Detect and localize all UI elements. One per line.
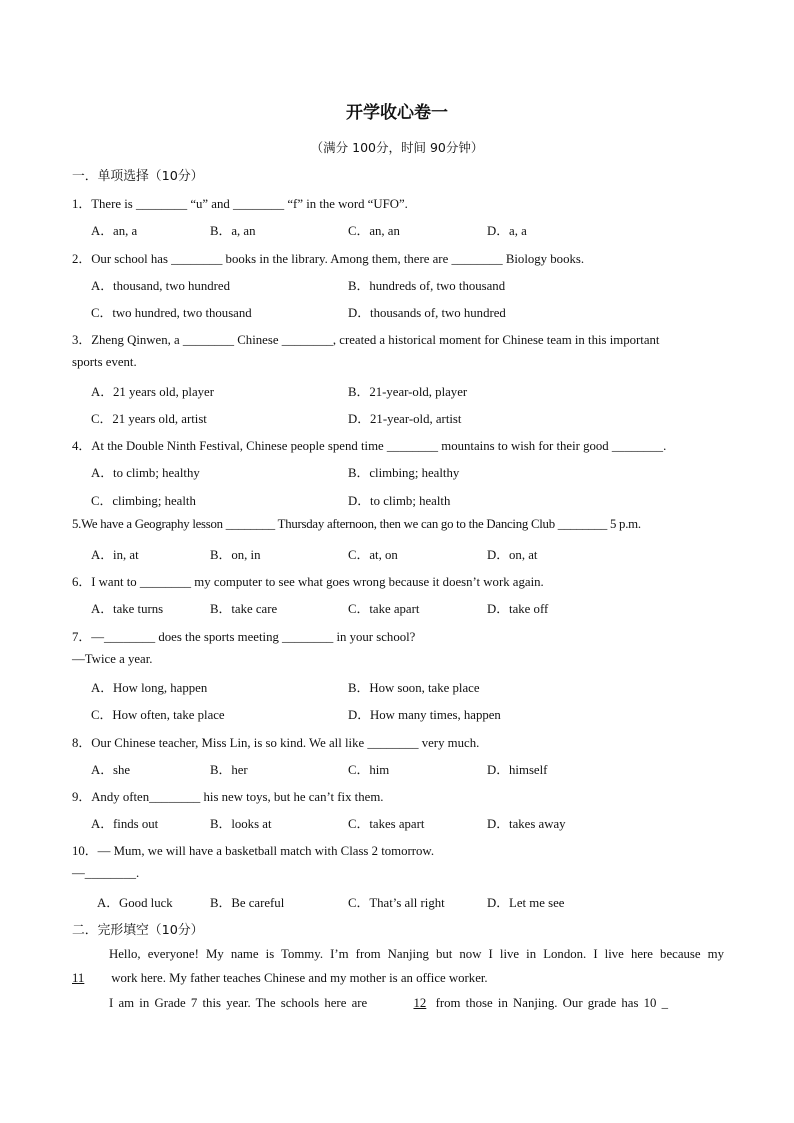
q1-option-c: C．an, an [348, 224, 400, 238]
q2-option-b: B．hundreds of, two thousand [348, 279, 506, 293]
q9-stem: 9．Andy often________ his new toys, but he can’t fix them. [72, 790, 384, 804]
q7-answer: —Twice a year. [72, 652, 153, 666]
q6-option-b: B．take care [210, 602, 278, 616]
q9-option-b: B．looks at [210, 817, 272, 831]
q5-option-d: D．on, at [487, 548, 538, 562]
section1-heading: 一．单项选择（10分） [72, 169, 204, 184]
cloze-paragraph-2 [72, 991, 724, 1015]
page-subtitle: （满分 100分，时间 90分钟） [310, 140, 484, 155]
q6-option-d: D．take off [487, 602, 549, 616]
q3-option-d: D．21-year-old, artist [348, 412, 462, 426]
cloze-paragraph-2-text: I am in Grade 7 this year. The schools here are [109, 996, 368, 1010]
q3-option-b: B．21-year-old, player [348, 385, 468, 399]
q2-option-d: D．thousands of, two hundred [348, 306, 506, 320]
q6-stem: 6．I want to ________ my computer to see what goes wrong because it doesn’t work again. [72, 575, 544, 589]
cloze-paragraph-2-rest: from those in Nanjing. Our grade has 10 _ [435, 996, 669, 1010]
q3-stem-cont: sports event. [72, 355, 137, 369]
q5-stem: 5.We have a Geography lesson ________ Thursday afternoon, then we can go to the Dancing Club ________ 5 p.m. [72, 517, 641, 531]
cloze-blank-12: 12 [413, 996, 427, 1010]
q8-option-a: A．she [91, 763, 131, 777]
cloze-paragraph-1-line-2 [72, 966, 724, 990]
q9-option-a: A．finds out [91, 817, 159, 831]
q3-option-c: C．21 years old, artist [91, 412, 207, 426]
q9-option-d: D．takes away [487, 817, 566, 831]
q5-option-a: A．in, at [91, 548, 139, 562]
cloze-paragraph-1-rest: work here. My father teaches Chinese and my mother is an office worker. [111, 971, 488, 985]
q1-option-b: B．a, an [210, 224, 256, 238]
q2-option-c: C．two hundred, two thousand [91, 306, 252, 320]
q1-option-d: D．a, a [487, 224, 527, 238]
q4-option-c: C．climbing; health [91, 494, 196, 508]
q7-option-b: B．How soon, take place [348, 681, 480, 695]
q7-stem: 7．—________ does the sports meeting ________ in your school? [72, 630, 416, 644]
q10-option-c: C．That’s all right [348, 896, 445, 910]
q7-option-c: C．How often, take place [91, 708, 225, 722]
q6-option-c: C．take apart [348, 602, 420, 616]
q4-stem: 4．At the Double Ninth Festival, Chinese people spend time ________ mountains to wish for their good ________. [72, 439, 667, 453]
q10-answer: —________. [72, 866, 140, 880]
q8-stem: 8．Our Chinese teacher, Miss Lin, is so kind. We all like ________ very much. [72, 736, 480, 750]
section2-heading: 二．完形填空（10分） [72, 923, 204, 938]
q7-option-a: A．How long, happen [91, 681, 208, 695]
cloze-paragraph-1-line-1: Hello, everyone! My name is Tommy. I’m from Nanjing but now I live in London. I live here because my [109, 947, 724, 961]
q2-stem: 2．Our school has ________ books in the library. Among them, there are ________ Biology books. [72, 252, 585, 266]
q8-option-b: B．her [210, 763, 248, 777]
q10-option-d: D．Let me see [487, 896, 565, 910]
q7-option-d: D．How many times, happen [348, 708, 501, 722]
q10-option-b: B．Be careful [210, 896, 285, 910]
q3-option-a: A．21 years old, player [91, 385, 214, 399]
q4-option-b: B．climbing; healthy [348, 466, 460, 480]
q6-option-a: A．take turns [91, 602, 164, 616]
q4-option-a: A．to climb; healthy [91, 466, 200, 480]
q1-stem: 1．There is ________ “u” and ________ “f” in the word “UFO”. [72, 197, 408, 211]
q8-option-c: C．him [348, 763, 390, 777]
q9-option-c: C．takes apart [348, 817, 425, 831]
q5-option-b: B．on, in [210, 548, 261, 562]
page-title: 开学收心卷一 [346, 103, 448, 123]
q5-option-c: C．at, on [348, 548, 398, 562]
q10-option-a: A．Good luck [97, 896, 173, 910]
q3-stem: 3．Zheng Qinwen, a ________ Chinese ________, created a historical moment for Chinese team in this important [72, 333, 660, 347]
q10-stem: 10．— Mum, we will have a basketball match with Class 2 tomorrow. [72, 844, 435, 858]
cloze-blank-11: 11 [72, 971, 85, 985]
q2-option-a: A．thousand, two hundred [91, 279, 230, 293]
q1-option-a: A．an, a [91, 224, 138, 238]
q4-option-d: D．to climb; health [348, 494, 451, 508]
q8-option-d: D．himself [487, 763, 548, 777]
